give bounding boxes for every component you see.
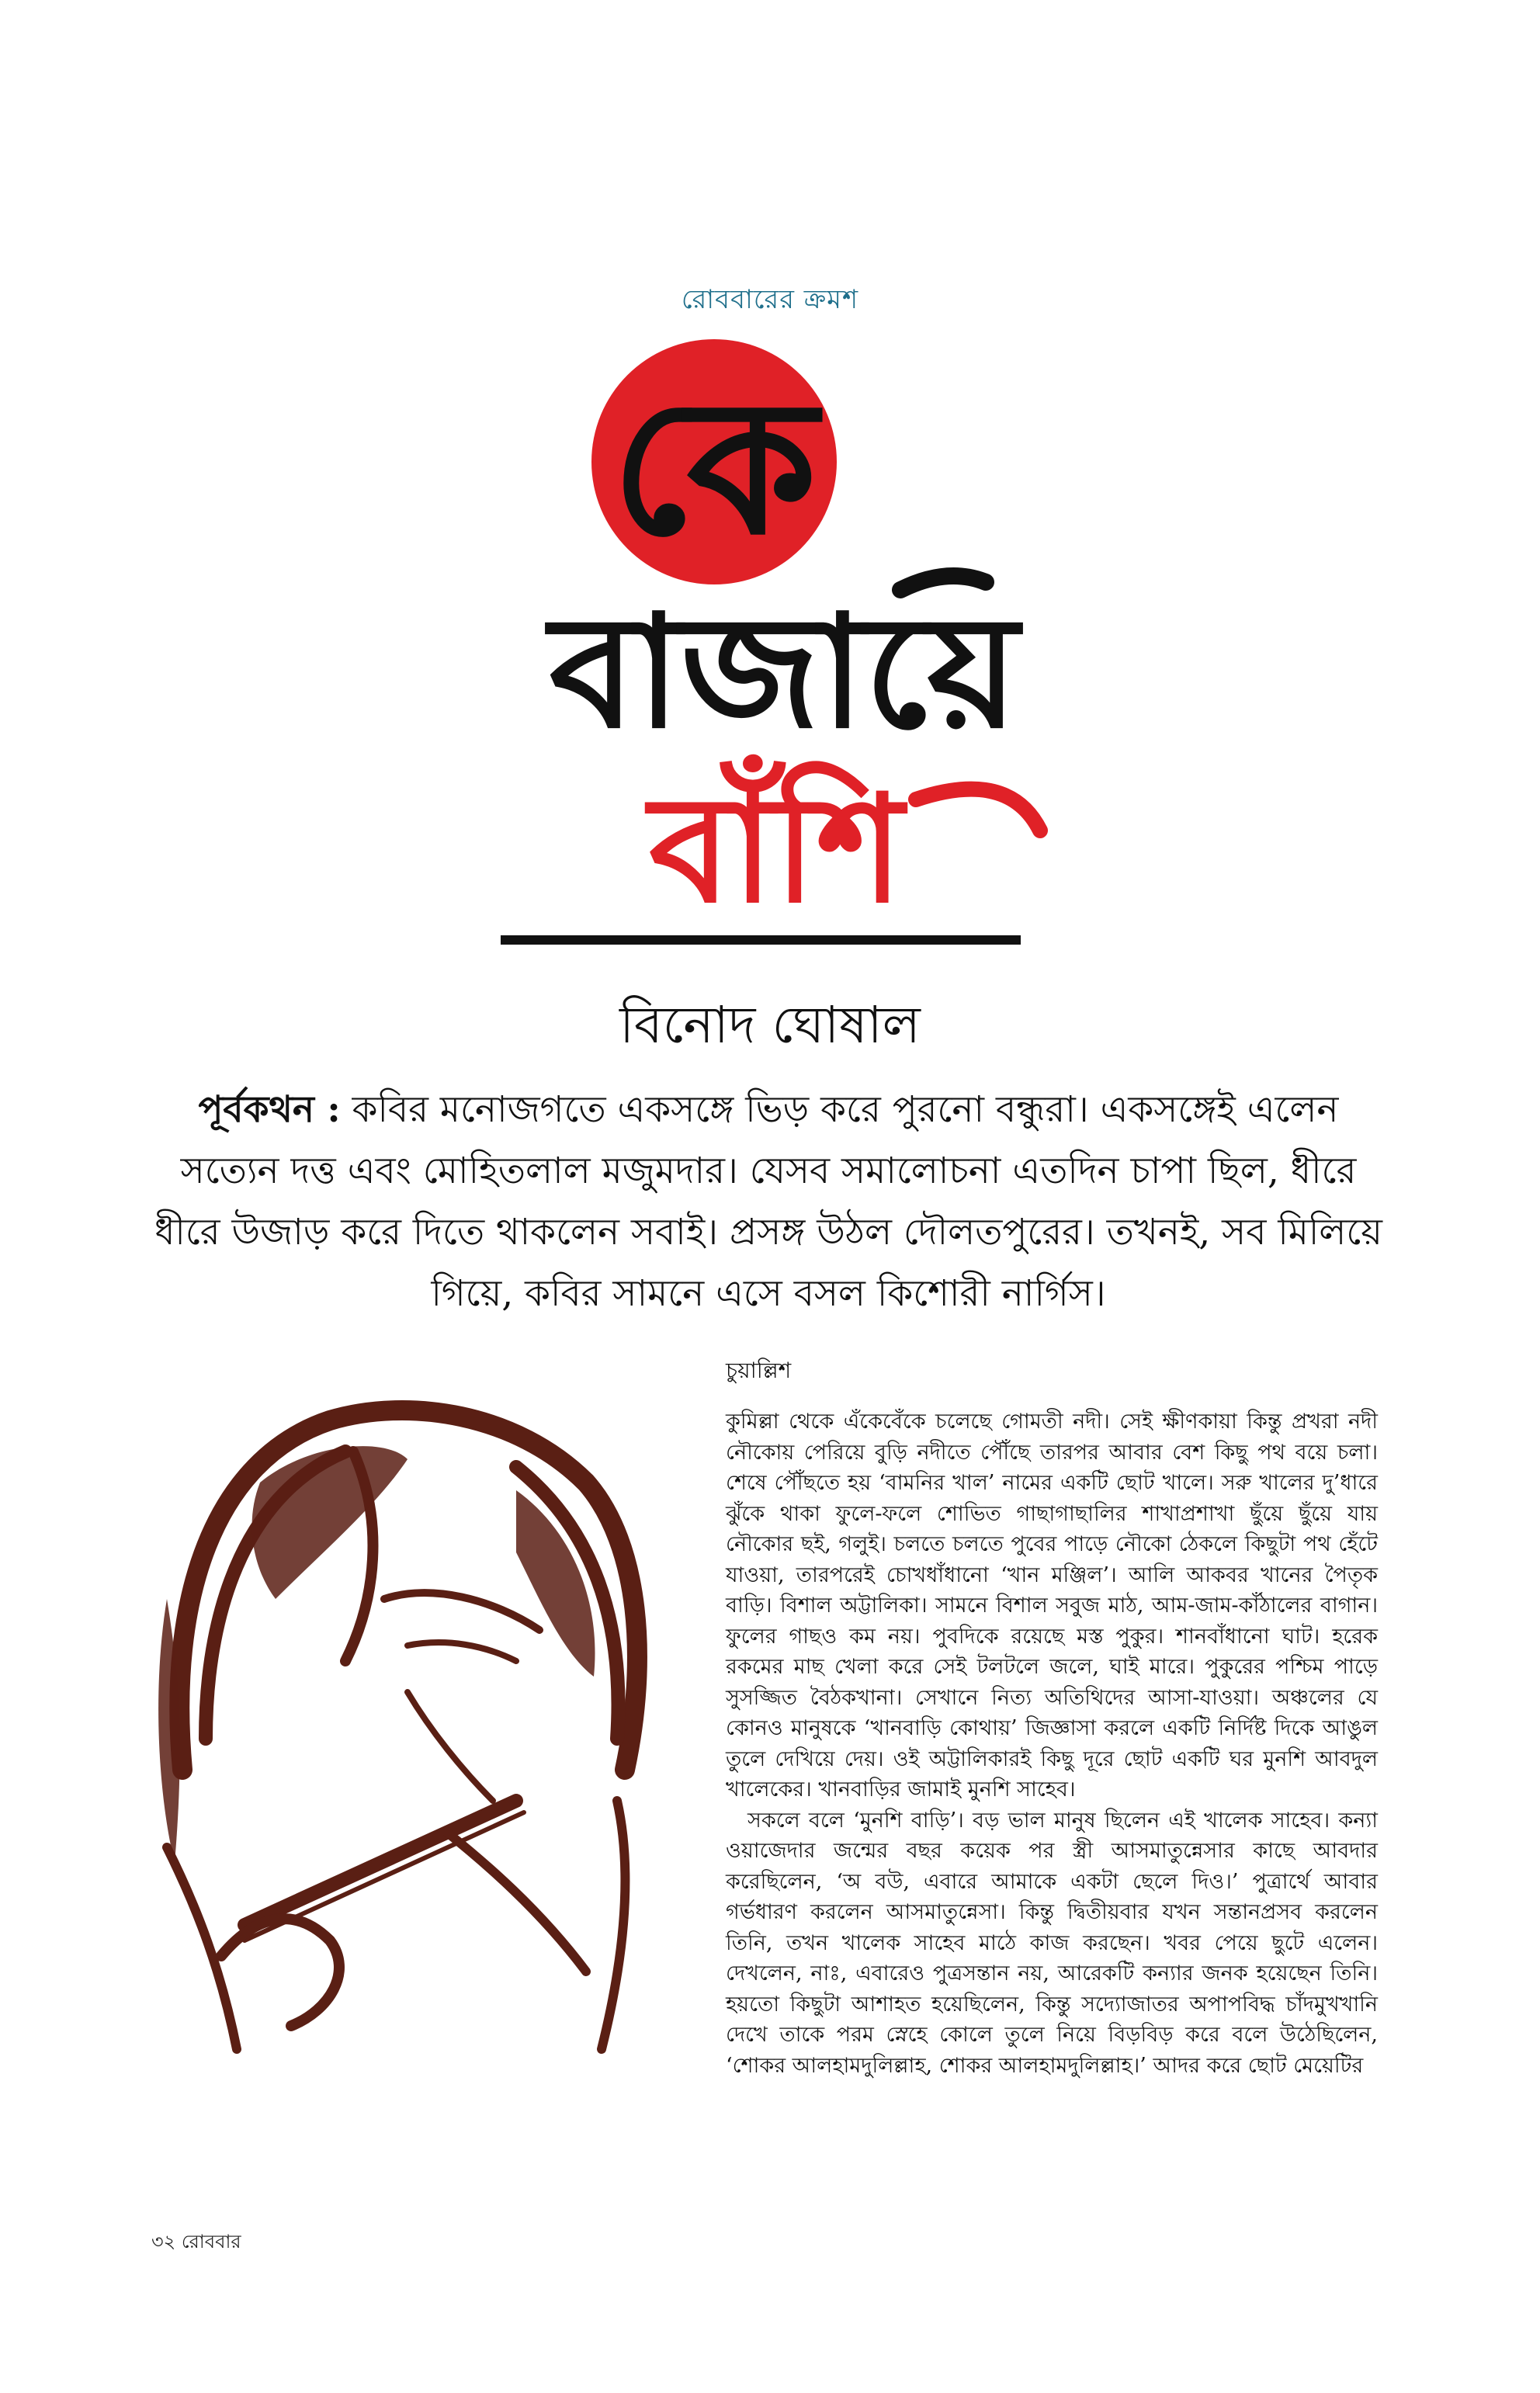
- title-logo: [481, 334, 1071, 955]
- body-paragraph: সকলে বলে ‘মুনশি বাড়ি’। বড় ভাল মানুষ ছিলেন এই খালেক সাহেব। কন্যা ওয়াজেদার জন্মের বছর কয়েক পর স্ত্রী আসমাতুন্নেসার কাছে আবদার করেছিলেন, ‘অ বউ, এবারে আমাকে একটা ছেলে দিও।’ পুত্রার্থে আবার গর্ভধারণ করলেন আসমাতুন্নেসা। কিন্তু দ্বিতীয়বার যখন সন্তানপ্রসব করলেন তিনি, তখন খালেক সাহেব মাঠে কাজ করছেন। খবর পেয়ে ছুটে এলেন। দেখলেন, নাঃ, এবারেও পুত্রসন্তান নয়, আরেকটি কন্যার জনক হয়েছেন তিনি। হয়তো কিছুটা আশাহত হয়েছিলেন, কিন্তু সদ্যোজাতর অপাপবিদ্ধ চাঁদমুখখানি দেখে তাকে পরম স্নেহে কোলে তুলে নিয়ে বিড়বিড় করে বলে উঠেছিলেন, ‘শোকর আলহামদুলিল্লাহ, শোকর আলহামদুলিল্লাহ।’ আদর করে ছোট মেয়েটির: [726, 1808, 1378, 2078]
- synopsis-text: কবির মনোজগতে একসঙ্গে ভিড় করে পুরনো বন্ধুরা। একসঙ্গেই এলেন সত্যেন দত্ত এবং মোহিতলাল মজুমদার। যেসব সমালোচনা এতদিন চাপা ছিল, ধীরে ধীরে উজাড় করে দিতে থাকলেন সবাই। প্রসঙ্গ উঠল দৌলতপুরের। তখনই, সব মিলিয়ে গিয়ে, কবির সামনে এসে বসল কিশোরী নার্গিস।: [154, 1088, 1382, 1315]
- series-label: রোববারের ক্রমশ: [681, 284, 859, 315]
- logo-rule: [501, 935, 1021, 945]
- article-body: [726, 1406, 1378, 2081]
- body-paragraph: কুমিল্লা থেকে এঁকেবেঁকে চলেছে গোমতী নদী। সেই ক্ষীণকায়া কিন্তু প্রখরা নদী নৌকোয় পেরিয়ে বুড়ি নদীতে পৌঁছে তারপর আবার বেশ কিছু পথ বয়ে চলা। শেষে পৌঁছতে হয় ‘বামনির খাল’ নামের একটি ছোট খালে। সরু খালের দু’ধারে ঝুঁকে থাকা ফুলে-ফলে শোভিত গাছাগাছালির শাখাপ্রশাখা ছুঁয়ে ছুঁয়ে যায় নৌকোর ছই, গলুই। চলতে চলতে পুবের পাড়ে নৌকো ঠেকলে কিছুটা পথ হেঁটে যাওয়া, তারপরেই চোখধাঁধানো ‘খান মঞ্জিল’। আলি আকবর খানের পৈতৃক বাড়ি। বিশাল অট্টালিকা। সামনে বিশাল সবুজ মাঠ, আম-জাম-কাঁঠালের বাগান। ফুলের গাছও কম নয়। পুবদিকে রয়েছে মস্ত পুকুর। শানবাঁধানো ঘাট। হরেক রকমের মাছ খেলা করে সেই টলটলে জলে, ঘাই মারে। পুকুরের পশ্চিম পাড়ে সুসজ্জিত বৈঠকখানা। সেখানে নিত্য অতিথিদের আসা-যাওয়া। অঞ্চলের যে কোনও মানুষকে ‘খানবাড়ি কোথায়’ জিজ্ঞাসা করলে একটি নির্দিষ্ট দিকে আঙুল তুলে দেখিয়ে দেয়। ওই অট্টালিকারই কিছু দূরে ছোট একটি ঘর মুনশি আবদুল খালেকের। খানবাড়ির জামাই মুনশি সাহেব।: [726, 1410, 1378, 1802]
- logo-word-ke: কে: [611, 359, 817, 576]
- author-name: বিনোদ ঘোষাল: [619, 995, 921, 1055]
- page-folio: ৩২ রোববার: [151, 2231, 241, 2253]
- logo-word-bajaye: বাজায়ে: [549, 582, 1019, 763]
- synopsis-label: পূর্বকথন :: [198, 1088, 341, 1131]
- logo-red-swash: [916, 789, 1040, 831]
- synopsis: [147, 1079, 1389, 1324]
- flute-player-illustration: [151, 1366, 656, 2065]
- logo-word-banshi: বাঁশি: [649, 764, 904, 935]
- chapter-number: চুয়াল্লিশ: [726, 1358, 792, 1383]
